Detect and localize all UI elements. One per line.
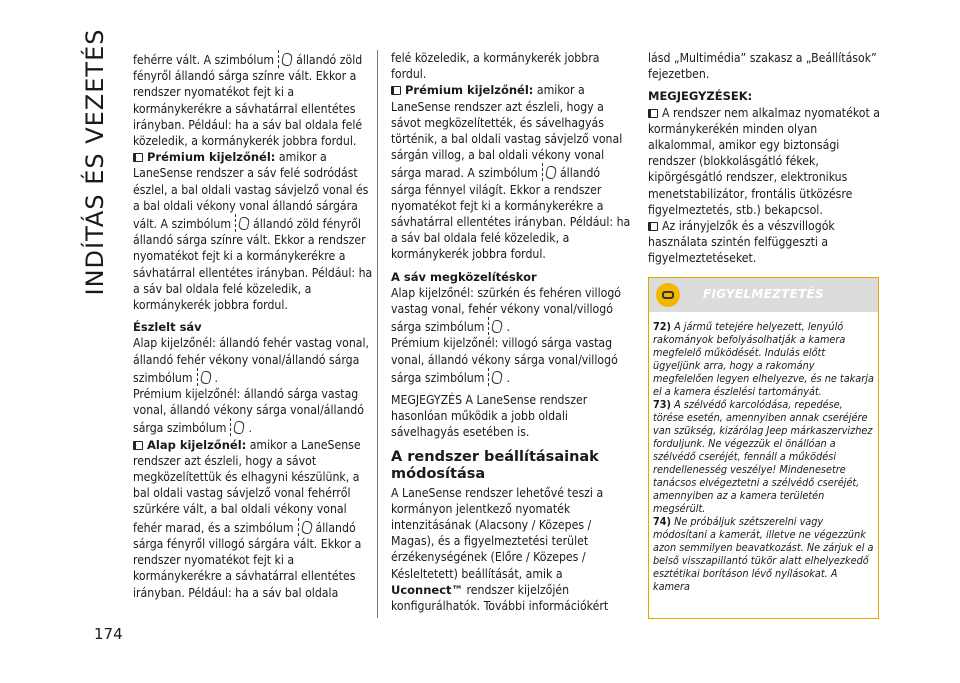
paragraph: Alap kijelzőnél: amikor a LaneSense rendszer azt észleli, hogy a sávot megközelítettük és elhagyni készülünk, a bal oldali vastag sávjelző vonal fehérről szürkére vált, a bal oldali vékony vonal fehér marad, és a szimbólum állandó sárga fényről villogó sárgára vált. Ekkor a rendszer nyomatékot fejt ki a kormánykerékre a sávhatárral ellentétes irányban. Például: ha a sáv bal oldala: [133, 437, 362, 600]
lanesense-icon: [229, 418, 245, 436]
section-heading: A sáv megközelítéskor: [391, 269, 537, 284]
lanesense-icon: [297, 518, 313, 536]
paragraph: MEGJEGYZÉS A LaneSense rendszer hasonlóan működik a jobb oldali sávelhagyás esetében is.: [391, 393, 588, 440]
section-heading: A rendszer beállításainak módosítása: [391, 448, 599, 482]
page-number: 174: [94, 625, 123, 643]
paragraph: Prémium kijelzőnél: állandó sárga vastag vonal, állandó vékony sárga vonal/állandó sárga szimbólum .: [133, 387, 364, 436]
column-3: [648, 50, 880, 267]
lanesense-icon: [487, 368, 503, 386]
paragraph: Prémium kijelzőnél: villogó sárga vastag vonal, állandó vékony sárga vonal/villogó sárga szimbólum .: [391, 336, 618, 385]
warning-box: [648, 277, 879, 619]
paragraph: felé közeledik, a kormánykerék jobbra fordul.: [391, 51, 600, 82]
column-divider: [377, 50, 378, 618]
paragraph: fehérre vált. A szimbólum állandó zöld fényről állandó sárga színre vált. Ekkor a rendszer nyomatékot fejt ki a kormánykerékre a sávhatárral ellentétes irányban. Például: ha a sáv bal oldala felé közeledik, a kormánykerék jobbra fordul.: [133, 50, 373, 149]
premium-display-icon: [391, 86, 401, 95]
column-2: [391, 50, 631, 614]
paragraph: Alap kijelzőnél: szürkén és fehéren villogó vastag vonal, fehér vékony vonal/villogó sárga szimbólum .: [391, 285, 622, 335]
warning-item: 74) Ne próbáljuk szétszerelni vagy módosítani a kamerát, illetve ne végezzünk azon semmilyen beavatkozást. Ne zárjuk el a belső visszapillantó tükör alatt elhelyezkedő esztétikai borításon lévő nyílásokat. A kamera: [653, 515, 874, 593]
warning-body: [649, 312, 878, 593]
section-heading: Észlelt sáv: [133, 320, 202, 335]
note-item: A rendszer nem alkalmaz nyomatékot a kormánykerékén minden olyan alkalommal, amikor egy biztonsági rendszer (blokkolásgátló fékek, kipörgésgátló rendszer, elektronikus menetstabilizátor, frontális ütközésre figyelmeztetés, stb.) bekapcsol.: [648, 105, 880, 217]
warning-header: [649, 278, 878, 312]
lanesense-icon: [487, 317, 503, 335]
paragraph: Prémium kijelzőnél: amikor a LaneSense rendszer azt észleli, hogy a sávot megközelítették, és sávelhagyás történik, a bal oldali vastag sávjelző vonal sárgán villog, a bal oldali vékony vonal sárga marad. A szimbólum állandó sárga fénnyel világít. Ekkor a rendszer nyomatékot fejt ki a kormánykerékre a sávhatárral ellentétes irányban. Például: ha a sáv bal oldala felé közeledik, a kormánykerék jobbra fordul.: [391, 83, 631, 262]
paragraph: A LaneSense rendszer lehetővé teszi a kormányon jelentkező nyomaték intenzitásának (Alacsony / Közepes / Magas), és a figyelmeztetési terület érzékenységének (Előre / Közepes / Késleltetett) beállítását, amik a Uconnect™ rendszer kijelzőjén konfigurálhatók. További információkért: [391, 485, 609, 614]
warning-item: 73) A szélvédő karcolódása, repedése, törése esetén, amennyiben annak cseréjére van szükség, kizárólag Jeep márkaszervizhez forduljunk. Ne végezzük el önállóan a szélvédő cseréjét, fennáll a működési rendellenesség veszélye! Mindenesetre tanácsos elvégeztetni a szélvédő cseréjét, amennyiben az a kamera területén megsérült.: [653, 398, 873, 515]
note-icon: [648, 222, 658, 231]
basic-display-icon: [133, 441, 143, 450]
section-side-title: INDÍTÁS ÉS VEZETÉS: [81, 28, 109, 296]
lanesense-icon: [234, 214, 250, 232]
lanesense-icon: [196, 368, 212, 386]
warning-title: FIGYELMEZTETÉS: [702, 287, 824, 301]
warning-item: 72) A jármű tetejére helyezett, lenyúló rakományok befolyásolhatják a kamera megfelelő működését. Indulás előtt ügyeljünk arra, hogy a rakomány megfelelően legyen elhelyezve, és ne takarja el a kamera észlelési tartományát.: [653, 320, 874, 398]
lanesense-icon: [277, 50, 293, 68]
paragraph: Alap kijelzőnél: állandó fehér vastag vonal, állandó fehér vékony vonal/állandó sárga szimbólum .: [133, 336, 370, 385]
note-icon: [648, 109, 658, 118]
paragraph: lásd „Multimédia” szakasz a „Beállítások” fejezetben.: [648, 51, 877, 82]
note-item: Az irányjelzők és a vészvillogók használata szintén felfüggeszti a figyelmeztetéseket.: [648, 219, 835, 266]
lanesense-icon: [541, 163, 557, 181]
paragraph: Prémium kijelzőnél: amikor a LaneSense rendszer a sáv felé sodródást észlel, a bal oldali vastag sávjelző vonal és a bal oldali vékony vonal állandó sárgára vált. A szimbólum állandó zöld fényről állandó sárga színre vált. Ekkor a rendszer nyomatékot fejt ki a kormánykerékre a sávhatárral ellentétes irányban. Például: ha a sáv bal oldala felé közeledik, a kormánykerék jobbra fordul.: [133, 150, 373, 313]
column-1: [133, 50, 373, 601]
notes-heading: MEGJEGYZÉSEK:: [648, 89, 753, 104]
premium-display-icon: [133, 153, 143, 162]
